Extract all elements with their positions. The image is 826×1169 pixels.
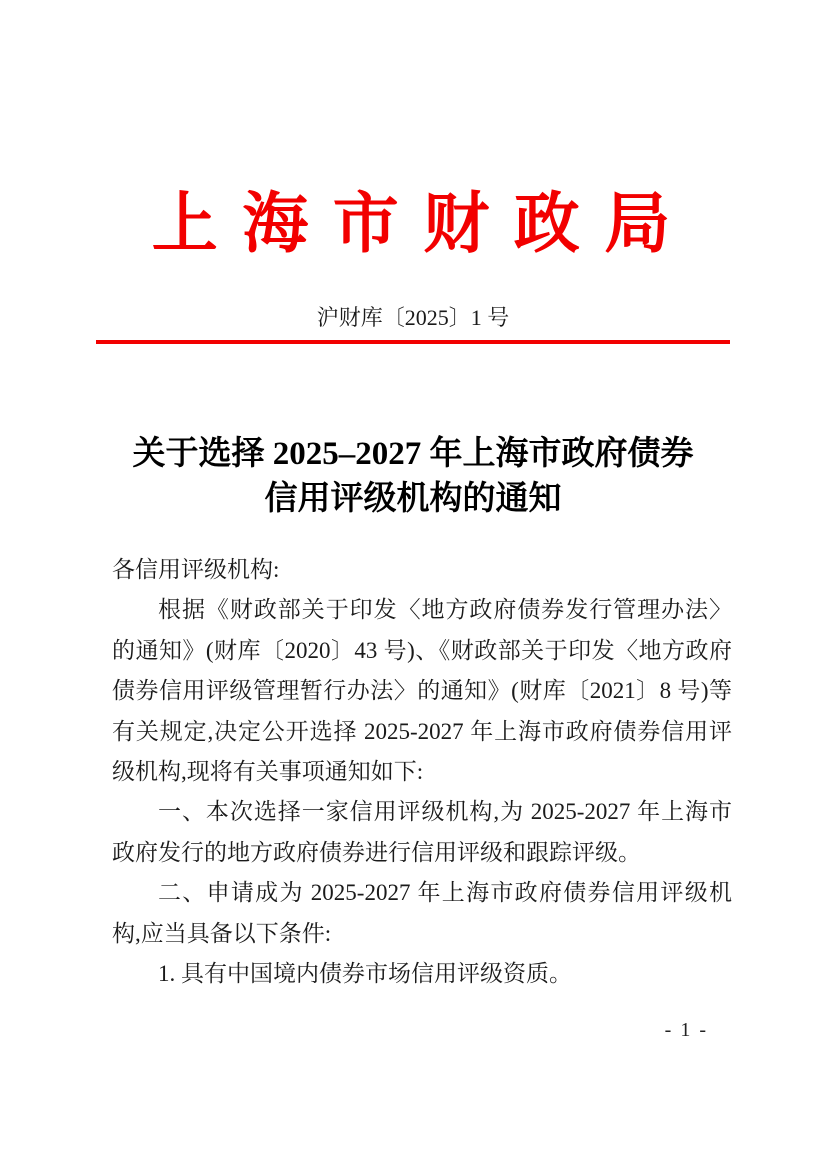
body-paragraph-3: 二、申请成为 2025-2027 年上海市政府债券信用评级机构,应当具备以下条件:	[112, 880, 732, 946]
document-number: 沪财库〔2025〕1 号	[316, 305, 510, 330]
document-body	[112, 550, 732, 994]
salutation-line: 各信用评级机构:	[112, 557, 280, 582]
agency-header-title: 上 海 市 财 政 局	[151, 188, 675, 261]
document-title-line-2: 信用评级机构的通知	[264, 481, 562, 517]
red-header-divider	[96, 340, 730, 344]
body-paragraph-1: 根据《财政部关于印发〈地方政府债券发行管理办法〉的通知》(财库〔2020〕43 号)、《财政部关于印发〈地方政府债券信用评级管理暂行办法〉的通知》(财库〔2021〕8 号)等有关规定,决定公开选择 2025-2027 年上海市政府债券信用评级机构,现将有关事项通知如下:	[112, 597, 732, 785]
body-paragraph-4: 1. 具有中国境内债券市场信用评级资质。	[158, 961, 572, 987]
document-title-line-1: 关于选择 2025–2027 年上海市政府债券	[132, 436, 694, 472]
document-title	[0, 432, 826, 522]
body-paragraph-2: 一、本次选择一家信用评级机构,为 2025-2027 年上海市政府发行的地方政府债券进行信用评级和跟踪评级。	[112, 799, 732, 865]
page-number: - 1 -	[664, 1019, 708, 1041]
